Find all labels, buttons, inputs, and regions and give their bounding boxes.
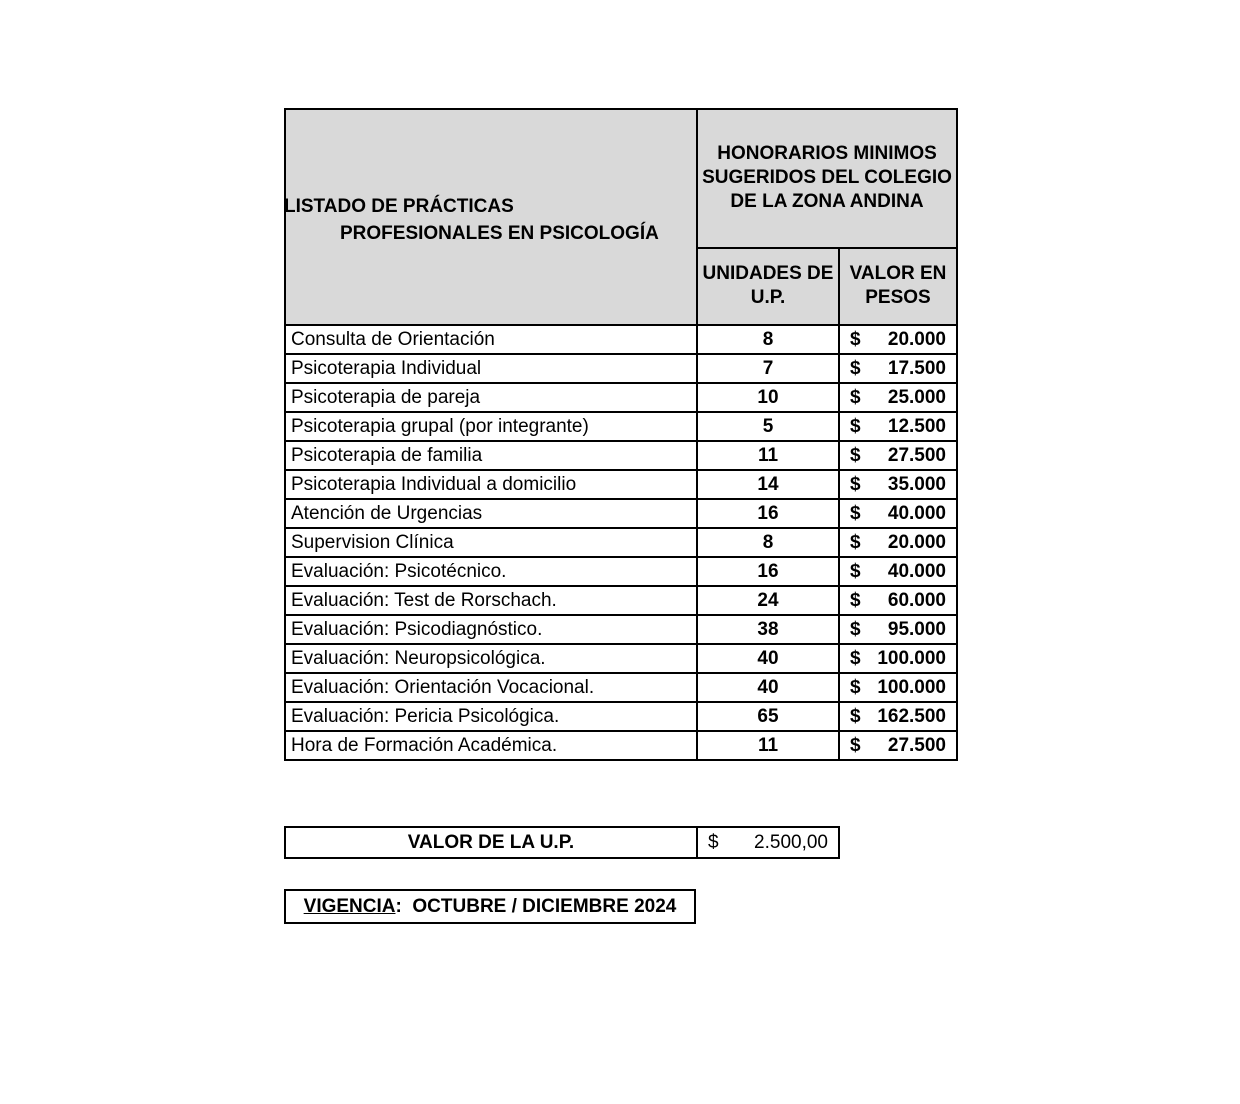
table-row (285, 673, 957, 702)
practice-value (839, 499, 957, 528)
practice-units: 38 (697, 615, 839, 644)
currency-symbol: $ (850, 531, 861, 553)
practice-name: Atención de Urgencias (285, 499, 697, 528)
practice-name: Psicoterapia de familia (285, 441, 697, 470)
practice-value (839, 586, 957, 615)
practice-value (839, 615, 957, 644)
practice-value (839, 673, 957, 702)
vigencia-separator: : (395, 896, 402, 917)
practice-name: Psicoterapia grupal (por integrante) (285, 412, 697, 441)
practice-name: Psicoterapia Individual a domicilio (285, 470, 697, 499)
currency-symbol: $ (850, 647, 861, 669)
practice-name: Evaluación: Orientación Vocacional. (285, 673, 697, 702)
practice-units: 8 (697, 528, 839, 557)
vigencia-box (284, 889, 696, 924)
practice-amount: 60.000 (887, 589, 946, 611)
table-row (285, 731, 957, 760)
currency-symbol: $ (850, 473, 861, 495)
header-valor-line1: VALOR EN (849, 263, 947, 285)
header-valor-line2: PESOS (865, 287, 931, 309)
header-practicas-line1: LISTADO DE PRÁCTICAS (284, 196, 514, 217)
practice-units: 8 (697, 325, 839, 354)
currency-symbol: $ (850, 705, 861, 727)
practice-units: 14 (697, 470, 839, 499)
practice-amount: 35.000 (887, 473, 946, 495)
currency-symbol: $ (850, 444, 861, 466)
header-honorarios-line1: HONORARIOS MINIMOS (717, 143, 937, 165)
header-unidades-line2: U.P. (750, 287, 786, 309)
practice-amount: 40.000 (887, 560, 946, 582)
practice-units: 24 (697, 586, 839, 615)
table-row (285, 586, 957, 615)
practice-name: Evaluación: Test de Rorschach. (285, 586, 697, 615)
practice-amount: 20.000 (887, 531, 946, 553)
header-practicas (285, 109, 697, 325)
practice-value (839, 644, 957, 673)
practice-amount: 27.500 (887, 444, 946, 466)
practice-units: 16 (697, 557, 839, 586)
header-unidades (697, 248, 839, 325)
fees-rows (285, 325, 957, 760)
practice-amount: 25.000 (887, 386, 946, 408)
practice-name: Hora de Formación Académica. (285, 731, 697, 760)
up-currency-symbol: $ (708, 831, 719, 853)
practice-amount: 100.000 (877, 676, 946, 698)
practice-amount: 20.000 (887, 328, 946, 350)
vigencia-label: VIGENCIA (303, 896, 396, 917)
header-honorarios (697, 109, 957, 248)
practice-amount: 95.000 (887, 618, 946, 640)
practice-units: 40 (697, 673, 839, 702)
header-unidades-line1: UNIDADES DE (702, 263, 834, 285)
currency-symbol: $ (850, 415, 861, 437)
table-row (285, 557, 957, 586)
practice-amount: 40.000 (887, 502, 946, 524)
vigencia-period: OCTUBRE / DICIEMBRE 2024 (412, 896, 677, 917)
practice-units: 11 (697, 731, 839, 760)
header-honorarios-line3: DE LA ZONA ANDINA (730, 191, 924, 213)
table-row (285, 470, 957, 499)
practice-value (839, 383, 957, 412)
practice-amount: 17.500 (887, 357, 946, 379)
up-value-label: VALOR DE LA U.P. (285, 827, 697, 858)
practice-units: 7 (697, 354, 839, 383)
practice-units: 11 (697, 441, 839, 470)
up-value-table (284, 826, 840, 859)
table-row (285, 615, 957, 644)
practice-units: 40 (697, 644, 839, 673)
practice-value (839, 412, 957, 441)
practice-name: Evaluación: Neuropsicológica. (285, 644, 697, 673)
header-valor (839, 248, 957, 325)
practice-amount: 100.000 (877, 647, 946, 669)
up-value-cell (697, 827, 839, 858)
header-honorarios-line2: SUGERIDOS DEL COLEGIO (702, 167, 952, 189)
table-row (285, 499, 957, 528)
practice-name: Evaluación: Psicotécnico. (285, 557, 697, 586)
practice-value (839, 354, 957, 383)
practice-amount: 12.500 (887, 415, 946, 437)
currency-symbol: $ (850, 357, 861, 379)
practice-value (839, 557, 957, 586)
table-row (285, 325, 957, 354)
practice-amount: 27.500 (887, 734, 946, 756)
currency-symbol: $ (850, 386, 861, 408)
currency-symbol: $ (850, 734, 861, 756)
practice-name: Consulta de Orientación (285, 325, 697, 354)
practice-name: Psicoterapia de pareja (285, 383, 697, 412)
practice-name: Evaluación: Psicodiagnóstico. (285, 615, 697, 644)
table-row (285, 702, 957, 731)
practice-units: 16 (697, 499, 839, 528)
table-row (285, 412, 957, 441)
up-amount: 2.500,00 (754, 831, 828, 853)
practice-value (839, 325, 957, 354)
currency-symbol: $ (850, 618, 861, 640)
currency-symbol: $ (850, 560, 861, 582)
practice-value (839, 702, 957, 731)
currency-symbol: $ (850, 676, 861, 698)
currency-symbol: $ (850, 589, 861, 611)
practice-amount: 162.500 (877, 705, 946, 727)
fees-table (284, 108, 958, 761)
currency-symbol: $ (850, 502, 861, 524)
practice-units: 10 (697, 383, 839, 412)
practice-value (839, 528, 957, 557)
header-practicas-line2: PROFESIONALES EN PSICOLOGÍA (340, 223, 659, 244)
practice-value (839, 470, 957, 499)
table-row (285, 441, 957, 470)
practice-value (839, 441, 957, 470)
currency-symbol: $ (850, 328, 861, 350)
practice-name: Psicoterapia Individual (285, 354, 697, 383)
practice-units: 5 (697, 412, 839, 441)
table-row (285, 354, 957, 383)
practice-name: Evaluación: Pericia Psicológica. (285, 702, 697, 731)
table-row (285, 383, 957, 412)
practice-value (839, 731, 957, 760)
table-row (285, 644, 957, 673)
table-row (285, 528, 957, 557)
practice-units: 65 (697, 702, 839, 731)
practice-name: Supervision Clínica (285, 528, 697, 557)
